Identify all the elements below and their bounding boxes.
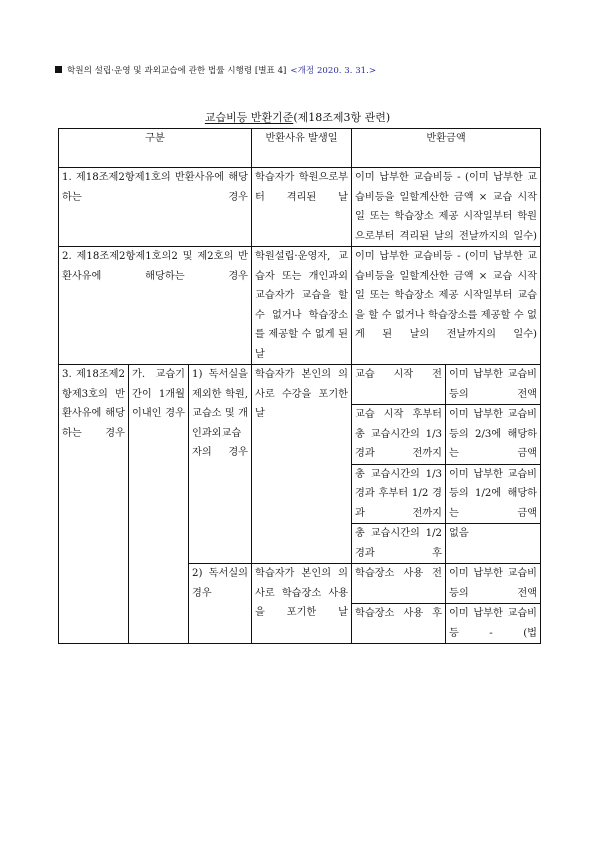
row3-sub-1-occurrence: 학습자가 본인의 의사로 수강을 포기한 날	[252, 365, 352, 564]
row3-sub-1: 1) 독서실을 제외한 학원, 교습소 및 개인과외교습자의 경우	[189, 365, 252, 564]
title-reference: (제18조제3항 관련)	[293, 111, 391, 124]
header-occurrence: 반환사유 발생일	[252, 129, 352, 168]
row3-sub-1-when: 총 교습시간의 1/3 경과 후부터 1/2 경과 전까지	[352, 464, 446, 524]
row2-category: 2. 제18조제2항제1호의2 및 제2호의 반환사유에 해당하는 경우	[59, 247, 252, 365]
row3-sub-1-when: 교습 시작 전	[352, 365, 446, 405]
row3-sub-a: 가. 교습기간이 1개월 이내인 경우	[129, 365, 189, 644]
row1-category: 1. 제18조제2항제1호의 반환사유에 해당하는 경우	[59, 168, 252, 247]
row2-amount: 이미 납부한 교습비등 - (이미 납부한 교습비등을 일할계산한 금액 × 교습 시작일 또는 학습장소 제공 시작일부터 교습을 할 수 없거나 학습장소를 제공할 수 없게 된 날의 전날까지의 일수)	[352, 247, 541, 365]
square-bullet-icon	[55, 66, 62, 73]
row3-sub-2-amount: 이미 납부한 교습비등 - (법	[446, 604, 541, 644]
row3-sub-2: 2) 독서실의 경우	[189, 564, 252, 644]
law-reference: 학원의 설립·운영 및 과외교습에 관한 법률 시행령 [별표 4]	[67, 66, 287, 76]
table-row	[59, 168, 541, 247]
document-header	[55, 64, 555, 76]
title-main: 교습비등 반환기준	[204, 111, 294, 124]
table-header-row	[59, 129, 541, 168]
row3-category: 3. 제18조제2항제3호의 반환사유에 해당하는 경우	[59, 365, 129, 644]
table-row	[59, 247, 541, 365]
row3-sub-1-amount: 이미 납부한 교습비등의 2/3에 해당하는 금액	[446, 405, 541, 465]
row3-sub-1-amount: 이미 납부한 교습비등의 전액	[446, 365, 541, 405]
row3-sub-2-occurrence: 학습자가 본인의 의사로 학습장소 사용을 포기한 날	[252, 564, 352, 644]
header-category: 구분	[59, 129, 252, 168]
document-title	[0, 109, 595, 125]
row3-sub-2-when: 학습장소 사용 전	[352, 564, 446, 604]
header-amount: 반환금액	[352, 129, 541, 168]
row3-sub-1-amount: 없음	[446, 524, 541, 564]
amendment-date: <개정 2020. 3. 31.>	[290, 66, 377, 76]
row3-sub-1-when: 총 교습시간의 1/2 경과 후	[352, 524, 446, 564]
row1-occurrence: 학습자가 학원으로부터 격리된 날	[252, 168, 352, 247]
row3-sub-1-amount: 이미 납부한 교습비등의 1/2에 해당하는 금액	[446, 464, 541, 524]
refund-table	[58, 128, 541, 644]
row1-amount: 이미 납부한 교습비등 - (이미 납부한 교습비등을 일할계산한 금액 × 교습 시작일 또는 학습장소 제공 시작일부터 학원으로부터 격리된 날의 전날까지의 일수)	[352, 168, 541, 247]
row3-sub-1-when: 교습 시작 후부터 총 교습시간의 1/3 경과 전까지	[352, 405, 446, 465]
table-row	[59, 365, 541, 405]
row3-sub-2-when: 학습장소 사용 후	[352, 604, 446, 644]
row3-sub-2-amount: 이미 납부한 교습비등의 전액	[446, 564, 541, 604]
row2-occurrence: 학원설립·운영자, 교습자 또는 개인과외교습자가 교습을 할 수 없거나 학습장소를 제공할 수 없게 된 날	[252, 247, 352, 365]
